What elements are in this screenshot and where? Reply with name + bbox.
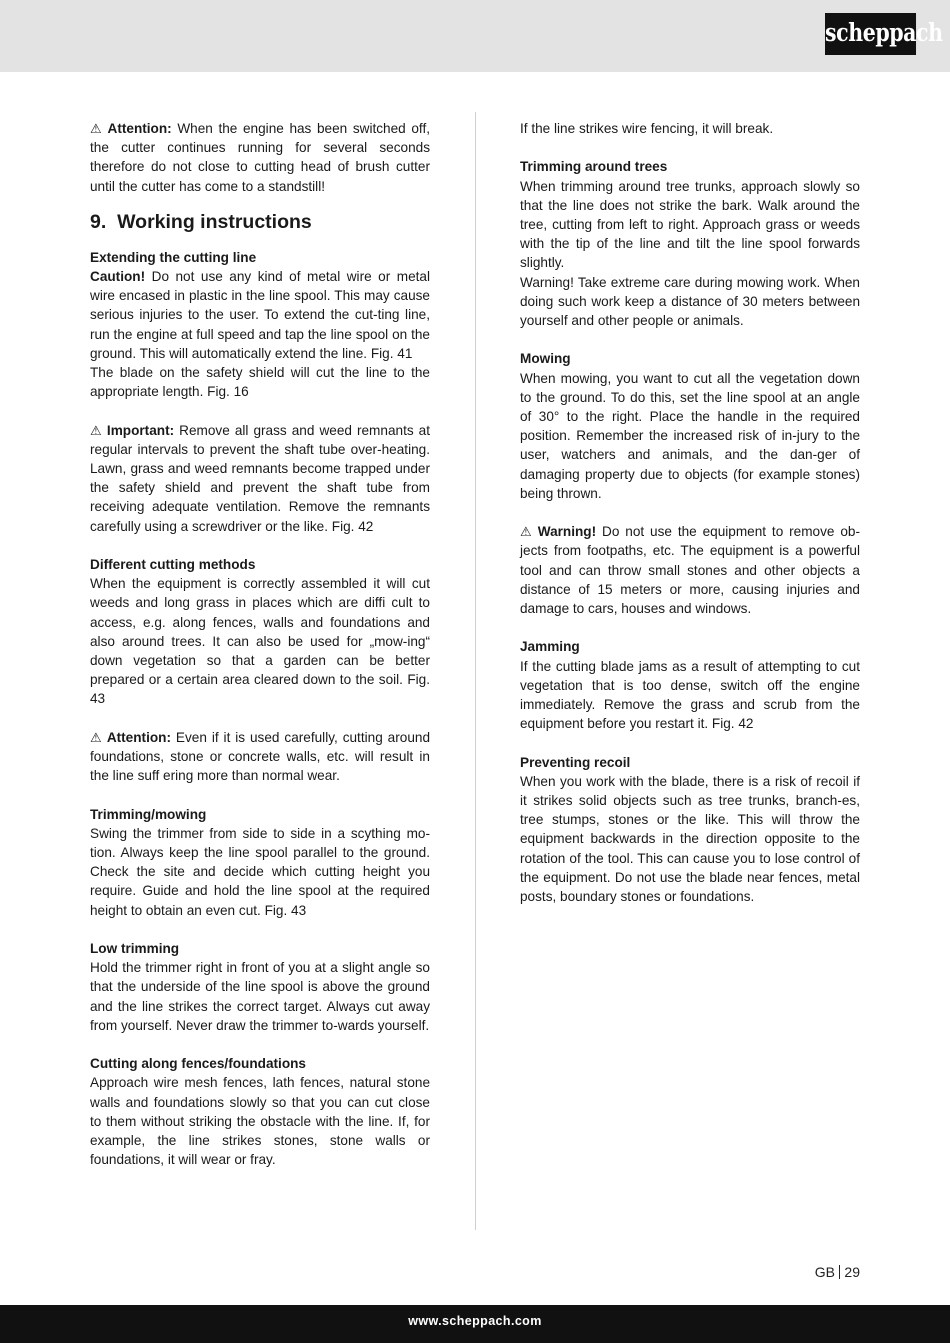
fences-paragraph: Approach wire mesh fences, lath fences, natural stone walls and foundations slowly so that you can cut close to them without striking the obstacle with the line. If, for example, the line strikes stones, stone walls or foundations, it will wear or fray. bbox=[90, 1075, 430, 1168]
mowing-paragraph: When mowing, you want to cut all the vegetation down to the ground. To do this, set the line spool at an angle of 30° to the right. Place the handle in the required position. Remember the increased risk of in-jury to the user, watchers and animals, and the dan-ger of damaging property due to objects (for example stones) being thrown. bbox=[520, 370, 860, 501]
subheading-trimming: Trimming/mowing bbox=[90, 806, 207, 822]
page-number bbox=[790, 1264, 860, 1280]
blade-paragraph: The blade on the safety shield will cut the line to the appropriate length. Fig. 16 bbox=[90, 365, 430, 400]
recoil-paragraph: When you work with the blade, there is a risk of recoil if it strikes solid objects such as tree trunks, branch-es, tree stumps, stones or the like. This will throw the equipment backwards in the direction opposite to the rotation of the tool. This can cause you to lose control of the equipment. Do not use the blade near fences, metal posts, boundary stones or foundations. bbox=[520, 773, 860, 905]
trimming-paragraph: Swing the trimmer from side to side in a scything mo-tion. Always keep the line spool parallel to the ground. Check the site and decide which cutting height you require. Guide and hold the line spool at the required height to obtain an even cut. Fig. 43 bbox=[90, 825, 430, 918]
footer-url[interactable]: www.scheppach.com bbox=[408, 1314, 542, 1328]
warning-triangle-icon: ⚠ bbox=[90, 729, 103, 745]
subheading-mowing: Mowing bbox=[520, 351, 571, 367]
attention2-text: Even if it is used carefully, cutting around foundations, stone or concrete walls, etc. will result in the line suff ering more than normal wear. bbox=[90, 729, 431, 784]
jamming-paragraph: If the cutting blade jams as a result of attempting to cut vegetation that is too dense, switch off the engine immediately. Remove the grass and scrub from the equipment before you restart it. Fig. 42 bbox=[520, 658, 860, 732]
subheading-different: Different cutting methods bbox=[90, 557, 256, 573]
different-paragraph: When the equipment is correctly assembled it will cut weeds and long grass in places which are diffi cult to access, e.g. along fences, walls and foundations and also around trees. It can also be used for „mow-ing“ down vegetation so that a garden can be better prepared or a certain area cleared down to the soil. Fig. 43 bbox=[90, 576, 430, 707]
attention-label: Attention: bbox=[107, 121, 172, 136]
subheading-recoil: Preventing recoil bbox=[520, 754, 631, 770]
warning-text: Do not use the equipment to remove ob-jects from footpaths, etc. The equipment is a powerful tool and can throw small stones and other objects a distance of 15 meters or more, causing injuries and damage to cars, houses and windows. bbox=[520, 524, 860, 617]
section-number: 9. bbox=[90, 210, 107, 233]
page-number-value: 29 bbox=[844, 1264, 860, 1280]
language-code: GB bbox=[814, 1264, 835, 1280]
left-column bbox=[90, 119, 430, 1169]
wire-paragraph: If the line strikes wire fencing, it will break. bbox=[520, 121, 774, 136]
subheading-extending: Extending the cutting line bbox=[90, 249, 257, 265]
header-band bbox=[0, 0, 950, 72]
subheading-fences: Cutting along fences/foundations bbox=[90, 1056, 306, 1072]
trees-warning-paragraph: Warning! Take extreme care during mowing work. When doing such work keep a distance of 30 meters between yourself and other people or animals. bbox=[520, 274, 860, 329]
column-divider bbox=[475, 112, 476, 1230]
subheading-low: Low trimming bbox=[90, 941, 180, 957]
important-label: Important: bbox=[106, 422, 175, 438]
important-text: Remove all grass and weed remnants at regular intervals to prevent the shaft tube over-heating. Lawn, grass and weed remnants become trapped under the safety shield and prevent the shaft tube from receiving adequate ventilation. Remove the remnants carefully using a screwdriver or the like. Fig. 42 bbox=[90, 422, 431, 534]
section-title bbox=[90, 196, 430, 248]
page-separator bbox=[839, 1265, 841, 1279]
trees-paragraph: When trimming around tree trunks, approach slowly so that the line does not strike the bark. Walk around the tree, cutting from left to right. Approach grass or weeds with the tip of the line and tilt the line spool forwards slightly. bbox=[520, 178, 860, 271]
attention2-label: Attention: bbox=[106, 729, 171, 745]
brand-logo: scheppach bbox=[825, 13, 916, 55]
caution-paragraph bbox=[90, 267, 430, 363]
subheading-jamming: Jamming bbox=[520, 639, 580, 655]
warning-triangle-icon: ⚠ bbox=[90, 422, 103, 438]
attention-paragraph bbox=[90, 119, 430, 196]
caution-label: Caution! bbox=[90, 269, 146, 285]
warning-label: Warning! bbox=[537, 524, 597, 540]
attention2-paragraph bbox=[90, 728, 430, 786]
subheading-trees: Trimming around trees bbox=[520, 159, 668, 175]
caution-text: Do not use any kind of metal wire or metal wire encased in plastic in the line spool. This may cause serious injuries to the user. To extend the cut-ting line, run the engine at full speed and tap the line spool on the ground. This will automatically extend the line. Fig. 41 bbox=[90, 269, 430, 361]
warning-triangle-icon: ⚠ bbox=[520, 524, 534, 540]
right-column bbox=[520, 119, 860, 906]
attention-text: When the engine has been switched off, the cutter continues running for several seconds therefore do not close to cutting head of brush cutter until the cutter has come to a standstill! bbox=[90, 121, 431, 194]
warning-triangle-icon: ⚠ bbox=[90, 121, 104, 136]
section-title-text: Working instructions bbox=[117, 210, 312, 233]
warning-paragraph bbox=[520, 522, 860, 618]
important-paragraph bbox=[90, 421, 430, 536]
low-paragraph: Hold the trimmer right in front of you at a slight angle so that the underside of the line spool is above the ground and the line strikes the correct target. Always cut away from yourself. Never draw the trimmer to-wards yourself. bbox=[90, 960, 430, 1033]
